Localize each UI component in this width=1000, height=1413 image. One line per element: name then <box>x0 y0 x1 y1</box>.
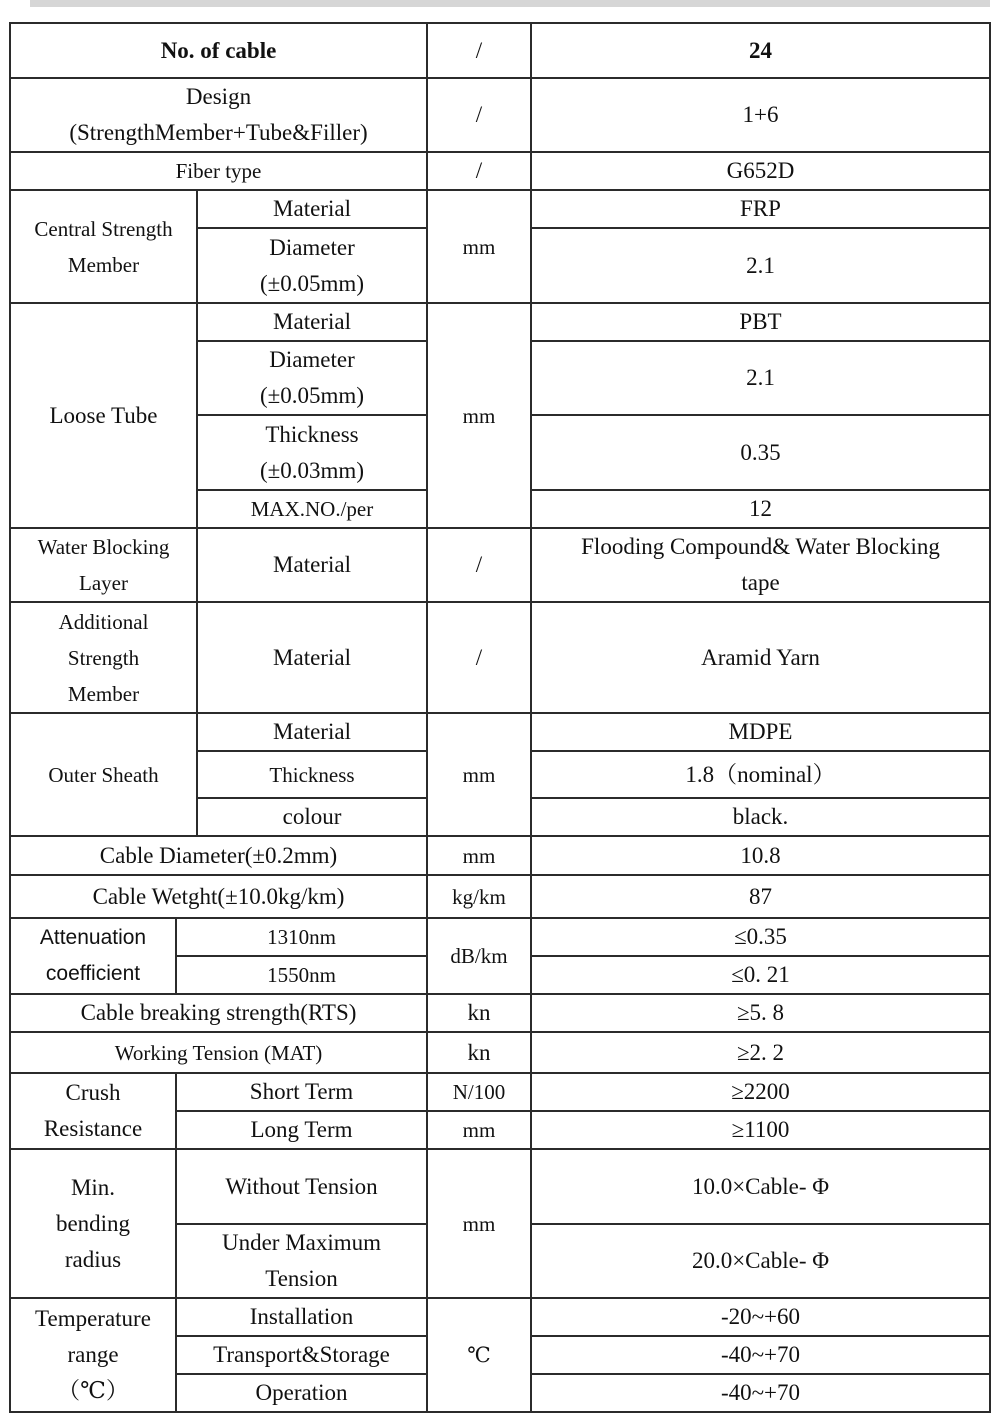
rts-label: Cable breaking strength(RTS) <box>10 994 427 1032</box>
attenuation-1310-value: ≤0.35 <box>531 918 990 956</box>
lt-diameter-label: Diameter (±0.05mm) <box>197 341 427 415</box>
lt-thickness-value: 0.35 <box>531 415 990 490</box>
table-row <box>10 190 990 228</box>
table-row <box>10 23 990 78</box>
lt-unit: mm <box>427 303 531 528</box>
table-row <box>10 528 990 602</box>
temp-install-label: Installation <box>176 1298 427 1336</box>
bending-under-label: Under Maximum Tension <box>176 1224 427 1298</box>
table-row <box>10 994 990 1032</box>
csm-diameter-value: 2.1 <box>531 228 990 303</box>
bending-unit: mm <box>427 1149 531 1298</box>
fiber-type-label: Fiber type <box>10 152 427 190</box>
cable-diameter-unit: mm <box>427 836 531 875</box>
temperature-unit: ℃ <box>427 1298 531 1412</box>
table-row <box>10 1032 990 1073</box>
attenuation-1550-value: ≤0. 21 <box>531 956 990 994</box>
attenuation-unit: dB/km <box>427 918 531 994</box>
water-blocking-label: Water Blocking Layer <box>10 528 197 602</box>
table-row <box>10 602 990 713</box>
fiber-type-unit: / <box>427 152 531 190</box>
os-colour-value: black. <box>531 798 990 836</box>
lt-thickness-label: Thickness (±0.03mm) <box>197 415 427 490</box>
water-blocking-value: Flooding Compound& Water Blocking tape <box>531 528 990 602</box>
outer-sheath-label: Outer Sheath <box>10 713 197 836</box>
additional-strength-material-label: Material <box>197 602 427 713</box>
bending-under-value: 20.0×Cable- Φ <box>531 1224 990 1298</box>
os-thickness-label: Thickness <box>197 751 427 798</box>
no-of-cable-label: No. of cable <box>10 23 427 78</box>
table-row <box>10 152 990 190</box>
lt-max-value: 12 <box>531 490 990 528</box>
crush-long-value: ≥1100 <box>531 1111 990 1149</box>
no-of-cable-value: 24 <box>531 23 990 78</box>
bending-label: Min. bending radius <box>10 1149 176 1298</box>
table-row <box>10 1073 990 1111</box>
crush-short-value: ≥2200 <box>531 1073 990 1111</box>
attenuation-1550-label: 1550nm <box>176 956 427 994</box>
lt-material-value: PBT <box>531 303 990 341</box>
csm-diameter-label: Diameter (±0.05mm) <box>197 228 427 303</box>
table-row <box>10 875 990 918</box>
table-row <box>10 713 990 751</box>
cable-weight-label: Cable Wetght(±10.0kg/km) <box>10 875 427 918</box>
crush-unit-top: N/100 <box>427 1073 531 1111</box>
table-row <box>10 1298 990 1336</box>
crush-unit-bottom: mm <box>427 1111 531 1149</box>
design-value: 1+6 <box>531 78 990 152</box>
os-thickness-value: 1.8（nominal） <box>531 751 990 798</box>
lt-material-label: Material <box>197 303 427 341</box>
mat-unit: kn <box>427 1032 531 1073</box>
cable-weight-value: 87 <box>531 875 990 918</box>
os-material-label: Material <box>197 713 427 751</box>
rts-value: ≥5. 8 <box>531 994 990 1032</box>
cable-spec-table <box>9 22 991 1413</box>
table-row <box>10 918 990 956</box>
os-colour-label: colour <box>197 798 427 836</box>
bending-without-value: 10.0×Cable- Φ <box>531 1149 990 1224</box>
no-of-cable-unit: / <box>427 23 531 78</box>
bending-without-label: Without Tension <box>176 1149 427 1224</box>
attenuation-label: Attenuation coefficient <box>10 918 176 994</box>
additional-strength-label: Additional Strength Member <box>10 602 197 713</box>
csm-unit: mm <box>427 190 531 303</box>
additional-strength-unit: / <box>427 602 531 713</box>
lt-diameter-value: 2.1 <box>531 341 990 415</box>
table-row <box>10 78 990 152</box>
crush-short-label: Short Term <box>176 1073 427 1111</box>
lt-max-label: MAX.NO./per <box>197 490 427 528</box>
crush-label: Crush Resistance <box>10 1073 176 1149</box>
mat-label: Working Tension (MAT) <box>10 1032 427 1073</box>
table-row <box>10 303 990 341</box>
water-blocking-material-label: Material <box>197 528 427 602</box>
design-label: Design (StrengthMember+Tube&Filler) <box>10 78 427 152</box>
crush-long-label: Long Term <box>176 1111 427 1149</box>
rts-unit: kn <box>427 994 531 1032</box>
top-divider <box>30 0 990 7</box>
fiber-type-value: G652D <box>531 152 990 190</box>
cable-diameter-label: Cable Diameter(±0.2mm) <box>10 836 427 875</box>
csm-material-label: Material <box>197 190 427 228</box>
central-strength-member-label: Central Strength Member <box>10 190 197 303</box>
os-unit: mm <box>427 713 531 836</box>
loose-tube-label: Loose Tube <box>10 303 197 528</box>
temp-operation-label: Operation <box>176 1374 427 1412</box>
attenuation-1310-label: 1310nm <box>176 918 427 956</box>
table-row <box>10 836 990 875</box>
temp-transport-value: -40~+70 <box>531 1336 990 1374</box>
temp-transport-label: Transport&Storage <box>176 1336 427 1374</box>
cable-diameter-value: 10.8 <box>531 836 990 875</box>
cable-weight-unit: kg/km <box>427 875 531 918</box>
design-unit: / <box>427 78 531 152</box>
temp-operation-value: -40~+70 <box>531 1374 990 1412</box>
temperature-label: Temperature range （℃） <box>10 1298 176 1412</box>
mat-value: ≥2. 2 <box>531 1032 990 1073</box>
os-material-value: MDPE <box>531 713 990 751</box>
csm-material-value: FRP <box>531 190 990 228</box>
additional-strength-value: Aramid Yarn <box>531 602 990 713</box>
table-row <box>10 1149 990 1224</box>
temp-install-value: -20~+60 <box>531 1298 990 1336</box>
water-blocking-unit: / <box>427 528 531 602</box>
